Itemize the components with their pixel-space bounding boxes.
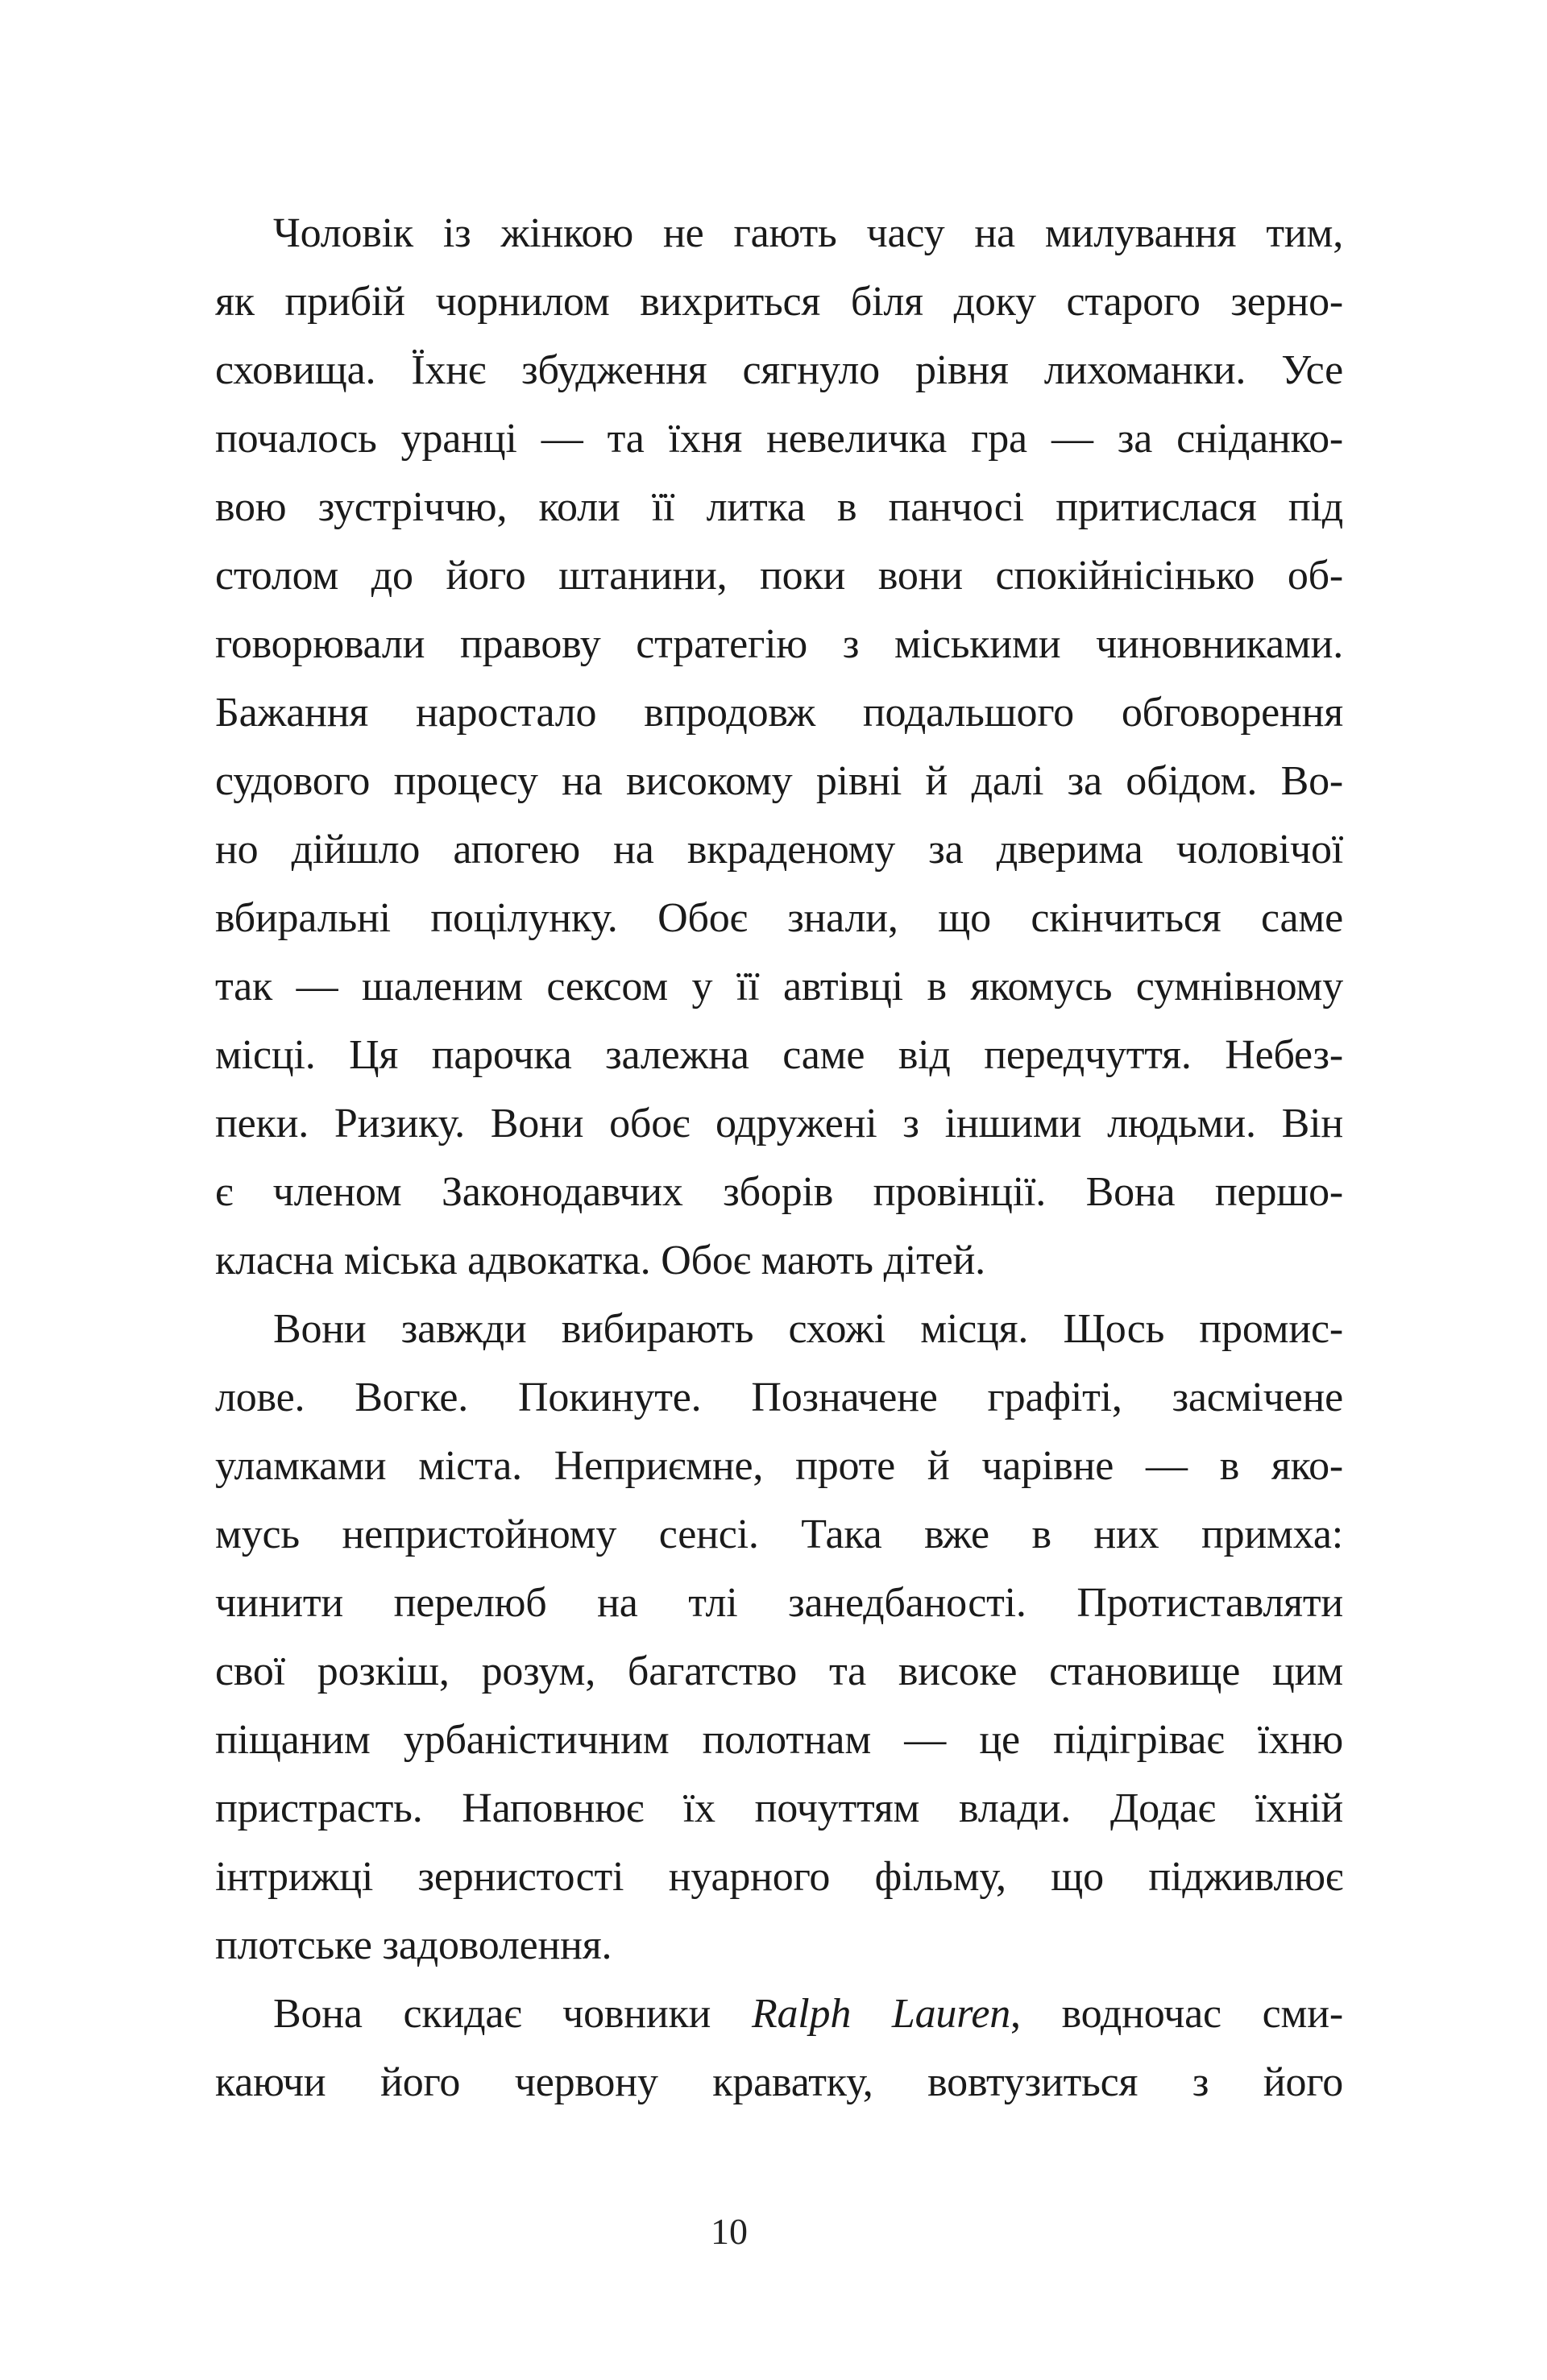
text-line: уламками міста. Неприємне, проте й чарівне — в яко- [215, 1443, 1343, 1489]
text-line: піщаним урбаністичним полотнам — це підігріває їхню [215, 1717, 1343, 1763]
text-line: почалось уранці — та їхня невеличка гра — за сніданко- [215, 416, 1343, 462]
text-segment: , водночас сми- [1010, 1991, 1343, 2037]
text-line: класна міська адвокатка. Обоє мають дітей. [215, 1238, 985, 1283]
text-line: пеки. Ризику. Вони обоє одружені з іншими людьми. Він [215, 1101, 1343, 1146]
text-line [215, 1980, 1343, 2048]
text-line: місці. Ця парочка залежна саме від передчуття. Небез- [215, 1032, 1343, 1078]
text-line: плотське задоволення. [215, 1922, 612, 1968]
text-line: вою зустріччю, коли її литка в панчосі притислася під [215, 484, 1343, 530]
text-line: як прибій чорнилом вихриться біля доку старого зерно- [215, 279, 1343, 325]
text-segment: Вона скидає човники [273, 1991, 752, 2037]
page-text-block [215, 199, 1343, 2117]
text-line: вбиральні поцілунку. Обоє знали, що скінчиться саме [215, 895, 1343, 941]
brand-name-italic: Ralph Lauren [751, 1991, 1011, 2037]
text-line: мусь непристойному сенсі. Така вже в них примха: [215, 1511, 1343, 1557]
text-line: судового процесу на високому рівні й далі за обідом. Во- [215, 758, 1343, 804]
text-line: каючи його червону краватку, вовтузиться з його [215, 2059, 1343, 2105]
text-line: Бажання наростало впродовж подальшого обговорення [215, 690, 1343, 736]
text-line: пристрасть. Наповнює їх почуттям влади. Додає їхній [215, 1785, 1343, 1831]
text-line: є членом Законодавчих зборів провінції. Вона першо- [215, 1169, 1343, 1215]
text-line: так — шаленим сексом у її автівці в якомусь сумнівному [215, 964, 1343, 1010]
text-line: столом до його штанини, поки вони спокійнісінько об- [215, 553, 1343, 599]
text-line: чинити перелюб на тлі занедбаності. Протиставляти [215, 1580, 1343, 1626]
text-line: свої розкіш, розум, багатство та високе становище цим [215, 1648, 1343, 1694]
text-line: Вони завжди вибирають схожі місця. Щось промис- [273, 1306, 1343, 1352]
text-line: говорювали правову стратегію з міськими чиновниками. [215, 621, 1343, 667]
page-number: 10 [711, 2211, 748, 2252]
text-line: сховища. Їхнє збудження сягнуло рівня лихоманки. Усе [215, 347, 1343, 393]
text-line: лове. Вогке. Покинуте. Позначене графіті, засмічене [215, 1375, 1343, 1420]
text-line: Чоловік із жінкою не гають часу на милування тим, [273, 210, 1343, 256]
text-line: но дійшло апогею на вкраденому за дверима чоловічої [215, 827, 1343, 873]
text-line: інтрижці зернистості нуарного фільму, що підживлює [215, 1854, 1343, 1900]
